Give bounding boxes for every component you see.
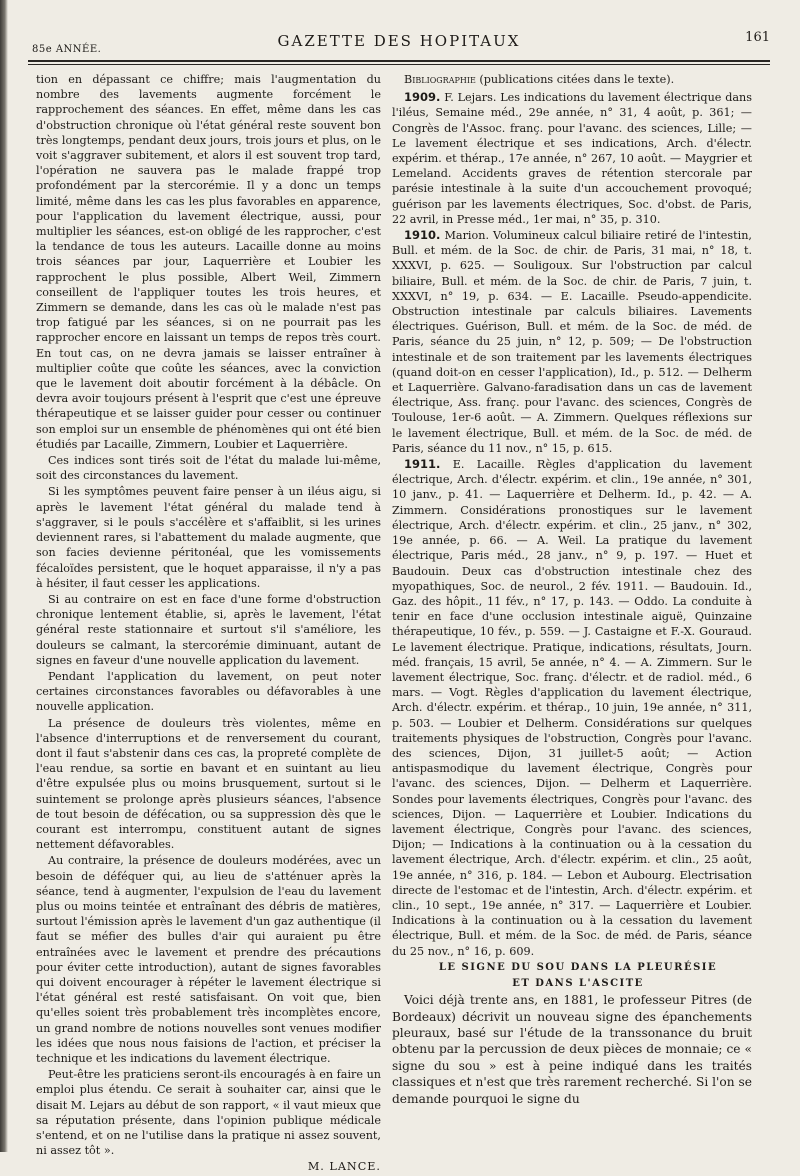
bibliography-entry: [392, 457, 752, 959]
entry-text: F. Lejars. Les indications du lavement électrique dans l'iléus, Semaine méd., 29e année, n° 31, 4 août, p. 361; — Congrès de l'Assoc. franç. pour l'avanc. des sciences, Lille; — Le lavement électrique et ses indications, Arch. d'électr. expérim. et thérap., 17e année, n° 267, 10 août. — Maygrier et Lemeland. Accidents graves de rétention stercorale par parésie intestinale à la suite d'un accouchement provoqué; guérison par les lavements électriques, Soc. d'obst. de Paris, 22 avril, in Presse méd., 1er mai, n° 35, p. 310.: [392, 91, 752, 226]
bibliography-entry: [392, 228, 752, 456]
section-body: Voici déjà trente ans, en 1881, le professeur Pitres (de Bordeaux) décrivit un nouveau signe des épanchements pleuraux, basé sur l'étude de la transsonance du bruit obtenu par la percussion de deux pièces de monnaie; ce « signe du sou » est à peine indiqué dans les traités classiques et n'est que très rarement recherché. Si l'on se demande pourquoi le signe du: [392, 993, 752, 1106]
header-rule-thin: [28, 64, 770, 65]
bibliography-note: (publications citées dans le texte).: [479, 73, 675, 86]
year-label: 85e ANNÉE.: [32, 44, 102, 55]
entry-text: Marion. Volumineux calcul biliaire retiré de l'intestin, Bull. et mém. de la Soc. de chir. de Paris, 31 mai, n° 18, t. XXXVI, p. 625. — Souligoux. Sur l'obstruction par calcul biliaire, Bull. et mém. de la Soc. de chir. de Paris, 7 juin, t. XXXVI, n° 19, p. 634. — E. Lacaille. Pseudo-appendicite. Obstruction intestinale par calculs biliaires. Lavements électriques. Guérison, Bull. et mém. de la Soc. de méd. de Paris, séance du 25 juin, n° 12, p. 509; — De l'obstruction intestinale et de son traitement par les lavements électriques (quand doit-on en cesser l'application), Id., p. 512. — Delherm et Laquerrière. Galvano-faradisation dans un cas de lavement électrique, Ass. franç. pour l'avanc. des sciences, Congrès de Toulouse, 1er-6 août. — A. Zimmern. Quelques réflexions sur le lavement électrique, Bull. et mém. de la Soc. de méd. de Paris, séance du 11 nov., n° 15, p. 615.: [392, 229, 752, 455]
header-rule-thick: [28, 60, 770, 62]
bibliography-label: Bibliographie: [404, 73, 476, 86]
article-paragraph: La présence de douleurs très violentes, même en l'absence d'interruptions et de renversement du courant, dont il faut s'abstenir dans ces cas, la propreté complète de l'eau rendue, sa sortie en bavant et en suintant au lieu d'être expulsée plus ou moins brusquement, surtout si le suintement se prolonge après plusieurs séances, l'absence de tout besoin de défécation, ou sa suppression dès que le courant est interrompu, constituent autant de signes nettement défavorables.: [36, 716, 381, 852]
bibliography-heading: [392, 72, 752, 87]
entry-text: E. Lacaille. Règles d'application du lavement électrique, Arch. d'électr. expérim. et clin., 19e année, n° 301, 10 janv., p. 41. — Laquerrière et Delherm. Id., p. 42. — A. Zimmern. Considérations pronostiques sur le lavement électrique, Arch. d'électr. expérim. et clin., 25 janv., n° 302, 19e année, p. 66. — A. Weil. La pratique du lavement électrique, Paris méd., 28 janv., n° 9, p. 197. — Huet et Baudouin. Deux cas d'obstruction intestinale chez des myopathiques, Soc. de neurol., 2 fév. 1911. — Baudouin. Id., Gaz. des hôpit., 11 fév., n° 17, p. 143. — Oddo. La conduite à tenir en face d'une occlusion intestinale aiguë, Quinzaine thérapeutique, 10 fév., p. 559. — J. Castaigne et F.-X. Gouraud. Le lavement électrique. Pratique, indications, résultats, Journ. méd. français, 15 avril, 5e année, n° 4. — A. Zimmern. Sur le lavement électrique, Soc. franç. d'électr. et de radiol. méd., 6 mars. — Vogt. Règles d'application du lavement électrique, Arch. d'électr. expérim. et thérap., 10 juin, 19e année, n° 311, p. 503. — Loubier et Delherm. Considérations sur quelques traitements physiques de l'obstruction, Congrès pour l'avanc. des sciences, Dijon, 31 juillet-5 août; — Action antispasmodique du lavement électrique, Congrès pour l'avanc. des sciences, Dijon. — Delherm et Laquerrière. Sondes pour lavements électriques, Congrès pour l'avanc. des sciences, Dijon. — Laquerrière et Loubier. Indications du lavement électrique, Congrès pour l'avanc. des sciences, Dijon; — Indications à la continuation ou à la cessation du lavement électrique, Arch. d'électr. expérim. et clin., 25 août, 19e année, n° 316, p. 184. — Lebon et Aubourg. Electrisation directe de l'estomac et de l'intestin, Arch. d'électr. expérim. et clin., 10 sept., 19e année, n° 317. — Laquerrière et Loubier. Indications à la continuation ou à la cessation du lavement électrique, Bull. et mém. de la Soc. de méd. de Paris, séance du 25 nov., n° 16, p. 609.: [392, 458, 752, 958]
article-paragraph: Au contraire, la présence de douleurs modérées, avec un besoin de déféquer qui, au lieu de s'atténuer après la séance, tend à augmenter, l'expulsion de l'eau du lavement plus ou moins teintée et entraînant des débris de matières, surtout l'émission après le lavement d'un gaz authentique (il faut se méfier des bulles d'air qui auraient pu être entraînées avec le lavement et prendre des précautions pour éviter cette introduction), autant de signes favorables qui doivent encourager à répéter le lavement électrique si l'état général est resté satisfaisant. On voit que, bien qu'elles soient très probablement très incomplètes encore, un grand nombre de notions nouvelles sont venues modifier les idées que nous nous faisions de l'action, et préciser la technique et les indications du lavement électrique.: [36, 854, 381, 1065]
right-column: [392, 72, 752, 1108]
article-paragraph: tion en dépassant ce chiffre; mais l'augmentation du nombre des lavements augmente forcément le rapprochement des séances. En effet, même dans les cas d'obstruction chronique où l'état général reste souvent bon très longtemps, pendant deux jours, trois jours et plus, on le voit s'aggraver subitement, et alors il est souvent trop tard, l'opération ne sauvera pas le malade frappé trop profondément par la stercorémie. Il y a donc un temps limité, même dans les cas les plus favorables en apparence, pour l'application du lavement électrique, aussi, pour multiplier les séances, est-on obligé de les rapprocher, c'est la tendance de tous les auteurs. Lacaille donne au moins trois séances par jour, Laquerrière et Loubier les rapprochent le plus possible, Albert Weil, Zimmern conseillent de l'appliquer toutes les trois heures, et Zimmern se demande, dans les cas où le malade n'est pas trop fatigué par les séances, si on ne pourrait pas les rapprocher encore en laissant un temps de repos très court. En tout cas, on ne devra jamais se laisser entraîner à multiplier coûte que coûte les séances, avec la conviction que le lavement doit aboutir forcément à la débâcle. On devra avoir toujours présent à l'esprit que c'est une épreuve thérapeutique et se laisser guider pour cesser ou continuer son emploi sur un ensemble de phénomènes qui ont été bien étudiés par Lacaille, Zimmern, Loubier et Laquerrière.: [36, 73, 381, 451]
entry-year: 1910.: [404, 228, 441, 243]
section-title: LE SIGNE DU SOU DANS LA PLEURÉSIE: [438, 961, 718, 973]
article-paragraph: Ces indices sont tirés soit de l'état du malade lui-même, soit des circonstances du lavement.: [36, 454, 381, 483]
section-subtitle: ET DANS L'ASCITE: [512, 977, 644, 989]
entry-year: 1911.: [404, 457, 441, 472]
page-number: 161: [745, 30, 770, 45]
article-paragraph: Si les symptômes peuvent faire penser à un iléus aigu, si après le lavement l'état général du malade tend à s'aggraver, si le pouls s'accélère et s'affaiblit, si les urines deviennent rares, si l'abattement du malade augmente, que son facies devienne péritonéal, que les vomissements fécaloïdes persistent, que le hoquet apparaisse, il n'y a pas à hésiter, il faut cesser les applications.: [36, 485, 381, 590]
entry-year: 1909.: [404, 90, 441, 105]
bibliography-entry: [392, 90, 752, 227]
article-paragraph: Pendant l'application du lavement, on peut noter certaines circonstances favorables ou défavorables à une nouvelle application.: [36, 669, 381, 714]
journal-title: GAZETTE DES HOPITAUX: [277, 32, 521, 50]
page-binding-edge: [0, 0, 8, 1152]
author-signature: M. LANCE.: [307, 1160, 381, 1174]
article-paragraph: Si au contraire on est en face d'une forme d'obstruction chronique lentement établie, si, après le lavement, l'état général reste stationnaire et surtout s'il s'améliore, les douleurs se calmant, la stercorémie diminuant, autant de signes en faveur d'une nouvelle application du lavement.: [36, 592, 381, 667]
left-column: [36, 72, 381, 1176]
article-paragraph: Peut-être les praticiens seront-ils encouragés à en faire un emploi plus étendu. Ce serait à souhaiter car, ainsi que le disait M. Lejars au début de son rapport, « il vaut mieux que sa réputation présente, dans l'opinion publique médicale s'entend, et on ne l'utilise dans la pratique ni assez souvent, ni assez tôt ».: [36, 1068, 381, 1158]
page-header: [28, 30, 770, 62]
